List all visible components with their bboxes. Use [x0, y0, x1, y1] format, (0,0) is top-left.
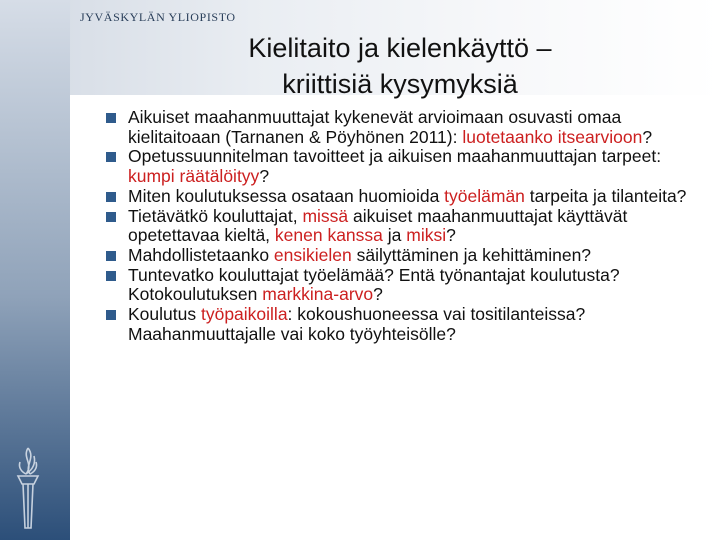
- square-bullet-icon: [106, 152, 116, 162]
- bullet-text: aikuiset maahanmuuttajat käyttävät opetettavaa kieltä,: [128, 205, 628, 246]
- bullet-item: [106, 207, 710, 246]
- square-bullet-icon: [106, 310, 116, 320]
- bullet-list: [106, 108, 710, 344]
- bullet-item: [106, 147, 710, 186]
- highlighted-text: markkina-arvo: [262, 284, 374, 305]
- bullet-text: säilyttäminen ja kehittäminen?: [351, 244, 592, 265]
- square-bullet-icon: [106, 192, 116, 202]
- highlighted-text: kumpi räätälöityy: [128, 166, 260, 187]
- highlighted-text: missä: [302, 205, 349, 226]
- bullet-text: Tietävätkö kouluttajat,: [128, 205, 303, 226]
- highlighted-text: luotetaanko itsearvioon: [462, 126, 643, 147]
- square-bullet-icon: [106, 271, 116, 281]
- bullet-text: ?: [446, 225, 456, 246]
- bullet-text: ja: [382, 225, 407, 246]
- bullet-text: ?: [642, 126, 653, 147]
- square-bullet-icon: [106, 113, 116, 123]
- bullet-item: [106, 187, 710, 207]
- bullet-item: [106, 246, 710, 266]
- bullet-text: Koulutus: [128, 304, 201, 325]
- highlighted-text: työelämän: [444, 185, 525, 206]
- slide-title-line-2: kriittisiä kysymyksiä: [282, 69, 518, 99]
- bullet-text: : kokoushuoneessa vai tositilanteissa? Maahanmuuttajalle vai koko työyhteisölle?: [128, 304, 586, 344]
- bullet-text: Mahdollistetaanko: [128, 244, 274, 265]
- highlighted-text: työpaikoilla: [200, 304, 288, 325]
- slide-title-line-1: Kielitaito ja kielenkäyttö –: [248, 33, 552, 63]
- bullet-text: Miten koulutuksessa osataan huomioida: [128, 185, 445, 206]
- slide-title: [150, 30, 650, 102]
- bullet-text: Aikuiset maahanmuuttajat kykenevät arvioimaan osuvasti omaa kielitaitoaan (Tarnanen & Pöyhönen 2011):: [128, 107, 622, 147]
- bullet-item: [106, 305, 710, 344]
- highlighted-text: kenen kanssa: [274, 225, 383, 246]
- bullet-item: [106, 108, 710, 147]
- bullet-text: ?: [373, 284, 383, 305]
- square-bullet-icon: [106, 212, 116, 222]
- bullet-text: Opetussuunnitelman tavoitteet ja aikuisen maahanmuuttajan tarpeet:: [128, 146, 662, 167]
- bullet-text: tarpeita ja tilanteita?: [524, 185, 687, 206]
- bullet-text: Tuntevatko kouluttajat työelämää? Entä työnantajat koulutusta? Kotokoulutuksen: [128, 264, 620, 305]
- highlighted-text: ensikielen: [273, 244, 352, 265]
- square-bullet-icon: [106, 251, 116, 261]
- organization-name: JYVÄSKYLÄN YLIOPISTO: [80, 10, 236, 24]
- bullet-item: [106, 266, 710, 305]
- highlighted-text: miksi: [406, 225, 447, 246]
- torch-emblem-icon: [8, 440, 48, 535]
- bullet-text: ?: [259, 166, 270, 187]
